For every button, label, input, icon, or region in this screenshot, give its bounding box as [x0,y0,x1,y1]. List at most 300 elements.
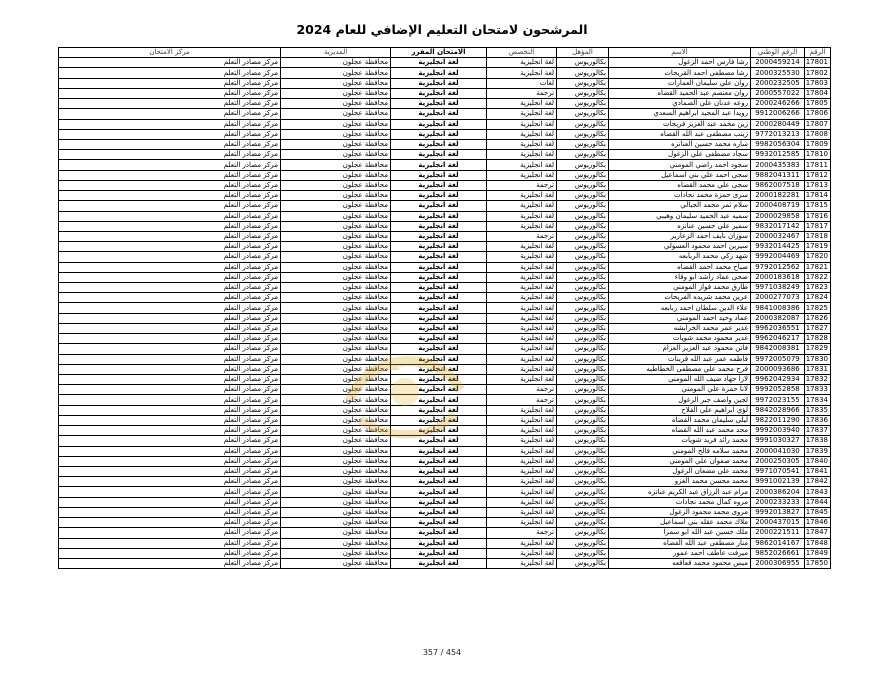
directorate-cell: محافظة عجلون [281,538,391,548]
exam-center-cell: مركز مصادر التعلم [59,518,281,528]
exam-subject-cell: لغة انجليزية [391,78,487,88]
candidate-name-cell: ميس محمود محمد قعاقعه [609,558,751,568]
table-row [59,119,831,129]
exam-center-cell: مركز مصادر التعلم [59,191,281,201]
national-id-cell: 9932012585 [751,150,805,160]
page-title: المرشحون لامتحان التعليم الإضافي للعام 2024 [296,22,588,37]
exam-subject-cell: لغة انجليزية [391,405,487,415]
row-number-cell: 17836 [805,415,831,425]
row-number-cell: 17831 [805,364,831,374]
exam-subject-cell: لغة انجليزية [391,252,487,262]
specialization-cell: لغة انجليزية [487,354,557,364]
qualification-cell: بكالوريوس [557,405,609,415]
candidate-name-cell: غدير محمود محمد شويات [609,334,751,344]
qualification-cell: بكالوريوس [557,375,609,385]
exam-subject-cell: لغة انجليزية [391,109,487,119]
table-row [59,344,831,354]
directorate-cell: محافظة عجلون [281,456,391,466]
exam-subject-cell: لغة انجليزية [391,456,487,466]
candidate-name-cell: سجاد مصطفى علي الزغول [609,150,751,160]
specialization-cell: لغة انجليزية [487,344,557,354]
header-exam: الامتحان المقرر [391,48,487,58]
row-number-cell: 17843 [805,487,831,497]
exam-subject-cell: لغة انجليزية [391,262,487,272]
directorate-cell: محافظة عجلون [281,160,391,170]
table-row [59,180,831,190]
qualification-cell: بكالوريوس [557,242,609,252]
specialization-cell: لغة انجليزية [487,364,557,374]
qualification-cell: بكالوريوس [557,395,609,405]
qualification-cell: بكالوريوس [557,385,609,395]
national-id-cell: 9992003940 [751,426,805,436]
directorate-cell: محافظة عجلون [281,109,391,119]
row-number-cell: 17840 [805,456,831,466]
candidate-name-cell: سجى احمد علي بني اسماعيل [609,170,751,180]
exam-subject-cell: لغة انجليزية [391,477,487,487]
table-row [59,68,831,78]
specialization-cell: لغة انجليزية [487,518,557,528]
exam-subject-cell: لغة انجليزية [391,303,487,313]
candidate-name-cell: مروى محمد محمود الزغول [609,507,751,517]
candidate-name-cell: مجد محمد عبد الله القضاه [609,426,751,436]
candidate-name-cell: مروه كمال محمد نجادات [609,497,751,507]
table-row [59,283,831,293]
exam-center-cell: مركز مصادر التعلم [59,426,281,436]
exam-subject-cell: لغة انجليزية [391,558,487,568]
specialization-cell: ترجمة [487,88,557,98]
table-row [59,191,831,201]
exam-center-cell: مركز مصادر التعلم [59,201,281,211]
row-number-cell: 17814 [805,191,831,201]
specialization-cell: ترجمة [487,180,557,190]
candidate-name-cell: فرح محمد علي مصطفى الخطاطبه [609,364,751,374]
qualification-cell: بكالوريوس [557,334,609,344]
national-id-cell: 2000029858 [751,211,805,221]
national-id-cell: 2000459214 [751,58,805,68]
exam-subject-cell: لغة انجليزية [391,191,487,201]
specialization-cell: لغة انجليزية [487,497,557,507]
candidate-name-cell: محمد علي مضعان الزغول [609,466,751,476]
table-row [59,436,831,446]
specialization-cell: لغة انجليزية [487,334,557,344]
exam-subject-cell: لغة انجليزية [391,364,487,374]
candidate-name-cell: مرام عبد الرزاق عبد الكريم عنانزه [609,487,751,497]
candidate-name-cell: لارا جهاد ضيف الله المومني [609,375,751,385]
candidate-name-cell: شهد زكي محمد الربابعه [609,252,751,262]
exam-center-cell: مركز مصادر التعلم [59,405,281,415]
national-id-cell: 2000093686 [751,364,805,374]
candidate-name-cell: منار مصطفى عبد الله القضاه [609,538,751,548]
national-id-cell: 9972005079 [751,354,805,364]
exam-subject-cell: لغة انجليزية [391,507,487,517]
row-number-cell: 17803 [805,78,831,88]
specialization-cell: ترجمة [487,385,557,395]
exam-center-cell: مركز مصادر التعلم [59,231,281,241]
exam-center-cell: مركز مصادر التعلم [59,242,281,252]
row-number-cell: 17841 [805,466,831,476]
directorate-cell: محافظة عجلون [281,313,391,323]
national-id-cell: 9862007518 [751,180,805,190]
national-id-cell: 9992013827 [751,507,805,517]
row-number-cell: 17847 [805,528,831,538]
directorate-cell: محافظة عجلون [281,58,391,68]
directorate-cell: محافظة عجلون [281,323,391,333]
exam-subject-cell: لغة انجليزية [391,375,487,385]
exam-subject-cell: لغة انجليزية [391,201,487,211]
qualification-cell: بكالوريوس [557,109,609,119]
qualification-cell: بكالوريوس [557,538,609,548]
exam-subject-cell: لغة انجليزية [391,497,487,507]
candidate-name-cell: روعه عدنان علي الصمادي [609,99,751,109]
directorate-cell: محافظة عجلون [281,262,391,272]
specialization-cell: لغة انجليزية [487,375,557,385]
specialization-cell: لغة انجليزية [487,446,557,456]
row-number-cell: 17839 [805,446,831,456]
national-id-cell: 2000182281 [751,191,805,201]
qualification-cell: بكالوريوس [557,466,609,476]
national-id-cell: 2000250305 [751,456,805,466]
candidate-name-cell: سيرين احمد محمود العسولي [609,242,751,252]
specialization-cell: لغة انجليزية [487,313,557,323]
exam-center-cell: مركز مصادر التعلم [59,548,281,558]
exam-center-cell: مركز مصادر التعلم [59,170,281,180]
candidate-name-cell: رشا فارس احمد الزغول [609,58,751,68]
row-number-cell: 17806 [805,109,831,119]
exam-subject-cell: لغة انجليزية [391,160,487,170]
exam-center-cell: مركز مصادر التعلم [59,88,281,98]
table-row [59,558,831,568]
qualification-cell: بكالوريوس [557,78,609,88]
specialization-cell: لغة انجليزية [487,201,557,211]
row-number-cell: 17848 [805,538,831,548]
directorate-cell: محافظة عجلون [281,201,391,211]
table-body [59,58,831,569]
directorate-cell: محافظة عجلون [281,150,391,160]
table-row [59,334,831,344]
table-row [59,231,831,241]
directorate-cell: محافظة عجلون [281,88,391,98]
exam-subject-cell: لغة انجليزية [391,518,487,528]
directorate-cell: محافظة عجلون [281,283,391,293]
specialization-cell: لغة انجليزية [487,558,557,568]
directorate-cell: محافظة عجلون [281,231,391,241]
table-header-row [59,48,831,58]
exam-center-cell: مركز مصادر التعلم [59,558,281,568]
candidate-name-cell: سمير علي حسين عنانزه [609,221,751,231]
specialization-cell: لغة انجليزية [487,303,557,313]
candidate-name-cell: سلام ثمر محمد الجبالي [609,201,751,211]
candidate-name-cell: محمد سلامه فالح المومني [609,446,751,456]
candidates-table [58,47,831,569]
directorate-cell: محافظة عجلون [281,426,391,436]
national-id-cell: 9982056304 [751,139,805,149]
qualification-cell: بكالوريوس [557,293,609,303]
table-row [59,313,831,323]
exam-center-cell: مركز مصادر التعلم [59,375,281,385]
directorate-cell: محافظة عجلون [281,252,391,262]
row-number-cell: 17810 [805,150,831,160]
exam-subject-cell: لغة انجليزية [391,221,487,231]
row-number-cell: 17850 [805,558,831,568]
exam-subject-cell: لغة انجليزية [391,170,487,180]
table-row [59,99,831,109]
exam-subject-cell: لغة انجليزية [391,242,487,252]
table-row [59,385,831,395]
specialization-cell: لغة انجليزية [487,242,557,252]
qualification-cell: بكالوريوس [557,201,609,211]
exam-center-cell: مركز مصادر التعلم [59,334,281,344]
candidate-name-cell: ملك حسين عبد الله ابو سمرا [609,528,751,538]
national-id-cell: 9962046217 [751,334,805,344]
national-id-cell: 2000032467 [751,231,805,241]
national-id-cell: 9862014167 [751,538,805,548]
candidate-name-cell: سجود احمد راضي المومني [609,160,751,170]
table-row [59,293,831,303]
national-id-cell: 2000280449 [751,119,805,129]
row-number-cell: 17830 [805,354,831,364]
specialization-cell: لغة انجليزية [487,487,557,497]
national-id-cell: 9882041311 [751,170,805,180]
row-number-cell: 17849 [805,548,831,558]
directorate-cell: محافظة عجلون [281,385,391,395]
row-number-cell: 17815 [805,201,831,211]
table-row [59,354,831,364]
candidate-name-cell: سوزان نايف احمد الزعارير [609,231,751,241]
exam-subject-cell: لغة انجليزية [391,415,487,425]
exam-subject-cell: لغة انجليزية [391,293,487,303]
candidate-name-cell: علاء الدين سلطان احمد ربابعه [609,303,751,313]
exam-subject-cell: لغة انجليزية [391,99,487,109]
national-id-cell: 2000232505 [751,78,805,88]
candidate-name-cell: روان علي سليمان العمارات [609,78,751,88]
exam-subject-cell: لغة انجليزية [391,180,487,190]
exam-center-cell: مركز مصادر التعلم [59,109,281,119]
exam-center-cell: مركز مصادر التعلم [59,272,281,282]
exam-subject-cell: لغة انجليزية [391,528,487,538]
directorate-cell: محافظة عجلون [281,395,391,405]
directorate-cell: محافظة عجلون [281,129,391,139]
specialization-cell: لغة انجليزية [487,283,557,293]
exam-center-cell: مركز مصادر التعلم [59,385,281,395]
table-row [59,466,831,476]
specialization-cell: لغة انجليزية [487,150,557,160]
exam-subject-cell: لغة انجليزية [391,211,487,221]
row-number-cell: 17832 [805,375,831,385]
specialization-cell: لغة انجليزية [487,323,557,333]
row-number-cell: 17833 [805,385,831,395]
exam-subject-cell: لغة انجليزية [391,466,487,476]
qualification-cell: بكالوريوس [557,436,609,446]
national-id-cell: 9841008386 [751,303,805,313]
candidate-name-cell: محمد محسن محمد الغزو [609,477,751,487]
national-id-cell: 9842028966 [751,405,805,415]
table-row [59,456,831,466]
row-number-cell: 17801 [805,58,831,68]
row-number-cell: 17822 [805,272,831,282]
national-id-cell: 2000408719 [751,201,805,211]
table-row [59,272,831,282]
header-exam-center: مركز الامتحان [59,48,281,58]
exam-center-cell: مركز مصادر التعلم [59,364,281,374]
national-id-cell: 9842008381 [751,344,805,354]
candidate-name-cell: ساره محمد حسين العنانزه [609,139,751,149]
directorate-cell: محافظة عجلون [281,415,391,425]
table-row [59,221,831,231]
exam-subject-cell: لغة انجليزية [391,150,487,160]
specialization-cell: لغة انجليزية [487,58,557,68]
qualification-cell: بكالوريوس [557,150,609,160]
row-number-cell: 17805 [805,99,831,109]
national-id-cell: 9852026661 [751,548,805,558]
row-number-cell: 17834 [805,395,831,405]
directorate-cell: محافظة عجلون [281,364,391,374]
exam-center-cell: مركز مصادر التعلم [59,497,281,507]
qualification-cell: بكالوريوس [557,313,609,323]
exam-subject-cell: لغة انجليزية [391,334,487,344]
candidate-name-cell: لجين واصف جبر الزغول [609,395,751,405]
row-number-cell: 17819 [805,242,831,252]
directorate-cell: محافظة عجلون [281,242,391,252]
directorate-cell: محافظة عجلون [281,487,391,497]
exam-center-cell: مركز مصادر التعلم [59,395,281,405]
row-number-cell: 17828 [805,334,831,344]
specialization-cell: لغة انجليزية [487,456,557,466]
specialization-cell: لغة انجليزية [487,191,557,201]
candidate-name-cell: فاطمه عمر عبد الله قرينات [609,354,751,364]
directorate-cell: محافظة عجلون [281,528,391,538]
exam-center-cell: مركز مصادر التعلم [59,528,281,538]
table-row [59,211,831,221]
national-id-cell: 9912006266 [751,109,805,119]
row-number-cell: 17823 [805,283,831,293]
header-national-id: الرقم الوطني [751,48,805,58]
national-id-cell: 9971038249 [751,283,805,293]
national-id-cell: 9971070541 [751,466,805,476]
row-number-cell: 17811 [805,160,831,170]
qualification-cell: بكالوريوس [557,283,609,293]
exam-subject-cell: لغة انجليزية [391,395,487,405]
qualification-cell: بكالوريوس [557,262,609,272]
specialization-cell: لغة انجليزية [487,109,557,119]
row-number-cell: 17844 [805,497,831,507]
specialization-cell: لغات [487,78,557,88]
exam-center-cell: مركز مصادر التعلم [59,538,281,548]
qualification-cell: بكالوريوس [557,477,609,487]
exam-center-cell: مركز مصادر التعلم [59,344,281,354]
specialization-cell: ترجمة [487,528,557,538]
qualification-cell: بكالوريوس [557,68,609,78]
row-number-cell: 17846 [805,518,831,528]
exam-center-cell: مركز مصادر التعلم [59,99,281,109]
qualification-cell: بكالوريوس [557,426,609,436]
directorate-cell: محافظة عجلون [281,436,391,446]
candidate-name-cell: رويدا عبد المجيد ابراهيم السعدي [609,109,751,119]
exam-center-cell: مركز مصادر التعلم [59,211,281,221]
exam-center-cell: مركز مصادر التعلم [59,303,281,313]
table-row [59,150,831,160]
exam-center-cell: مركز مصادر التعلم [59,477,281,487]
directorate-cell: محافظة عجلون [281,507,391,517]
exam-center-cell: مركز مصادر التعلم [59,180,281,190]
row-number-cell: 17813 [805,180,831,190]
directorate-cell: محافظة عجلون [281,405,391,415]
row-number-cell: 17820 [805,252,831,262]
exam-center-cell: مركز مصادر التعلم [59,119,281,129]
table-row [59,446,831,456]
qualification-cell: بكالوريوس [557,129,609,139]
directorate-cell: محافظة عجلون [281,446,391,456]
qualification-cell: بكالوريوس [557,446,609,456]
table-row [59,538,831,548]
exam-center-cell: مركز مصادر التعلم [59,456,281,466]
qualification-cell: بكالوريوس [557,191,609,201]
qualification-cell: بكالوريوس [557,548,609,558]
qualification-cell: بكالوريوس [557,119,609,129]
exam-center-cell: مركز مصادر التعلم [59,323,281,333]
exam-subject-cell: لغة انجليزية [391,538,487,548]
qualification-cell: بكالوريوس [557,99,609,109]
directorate-cell: محافظة عجلون [281,99,391,109]
qualification-cell: بكالوريوس [557,518,609,528]
directorate-cell: محافظة عجلون [281,78,391,88]
candidate-name-cell: زين محمد عبد العزيز فريحات [609,119,751,129]
qualification-cell: بكالوريوس [557,170,609,180]
national-id-cell: 9991002139 [751,477,805,487]
specialization-cell: لغة انجليزية [487,293,557,303]
specialization-cell: لغة انجليزية [487,170,557,180]
candidate-name-cell: فاتن محمود عبد العزيز العزام [609,344,751,354]
qualification-cell: بكالوريوس [557,354,609,364]
table-row [59,518,831,528]
national-id-cell: 2000325530 [751,68,805,78]
directorate-cell: محافظة عجلون [281,303,391,313]
qualification-cell: بكالوريوس [557,323,609,333]
candidate-name-cell: روان معتصم عبد الحميد القضاه [609,88,751,98]
exam-subject-cell: لغة انجليزية [391,231,487,241]
directorate-cell: محافظة عجلون [281,119,391,129]
table-row [59,415,831,425]
table-row [59,139,831,149]
national-id-cell: 2000306955 [751,558,805,568]
national-id-cell: 9792012562 [751,262,805,272]
row-number-cell: 17817 [805,221,831,231]
exam-subject-cell: لغة انجليزية [391,548,487,558]
directorate-cell: محافظة عجلون [281,211,391,221]
exam-subject-cell: لغة انجليزية [391,139,487,149]
national-id-cell: 2000435383 [751,160,805,170]
specialization-cell: لغة انجليزية [487,466,557,476]
exam-center-cell: مركز مصادر التعلم [59,354,281,364]
national-id-cell: 9991030327 [751,436,805,446]
directorate-cell: محافظة عجلون [281,548,391,558]
exam-center-cell: مركز مصادر التعلم [59,446,281,456]
exam-subject-cell: لغة انجليزية [391,272,487,282]
row-number-cell: 17838 [805,436,831,446]
specialization-cell: ترجمة [487,395,557,405]
national-id-cell: 9972023155 [751,395,805,405]
row-number-cell: 17812 [805,170,831,180]
specialization-cell: لغة انجليزية [487,548,557,558]
exam-center-cell: مركز مصادر التعلم [59,160,281,170]
specialization-cell: لغة انجليزية [487,507,557,517]
qualification-cell: بكالوريوس [557,364,609,374]
table-row [59,497,831,507]
candidate-name-cell: سميه عبد الحميد سليمان وهيبي [609,211,751,221]
specialization-cell: لغة انجليزية [487,426,557,436]
table-row [59,88,831,98]
candidate-name-cell: لانا حمزة علي المومني [609,385,751,395]
header-directorate: المديرية [281,48,391,58]
